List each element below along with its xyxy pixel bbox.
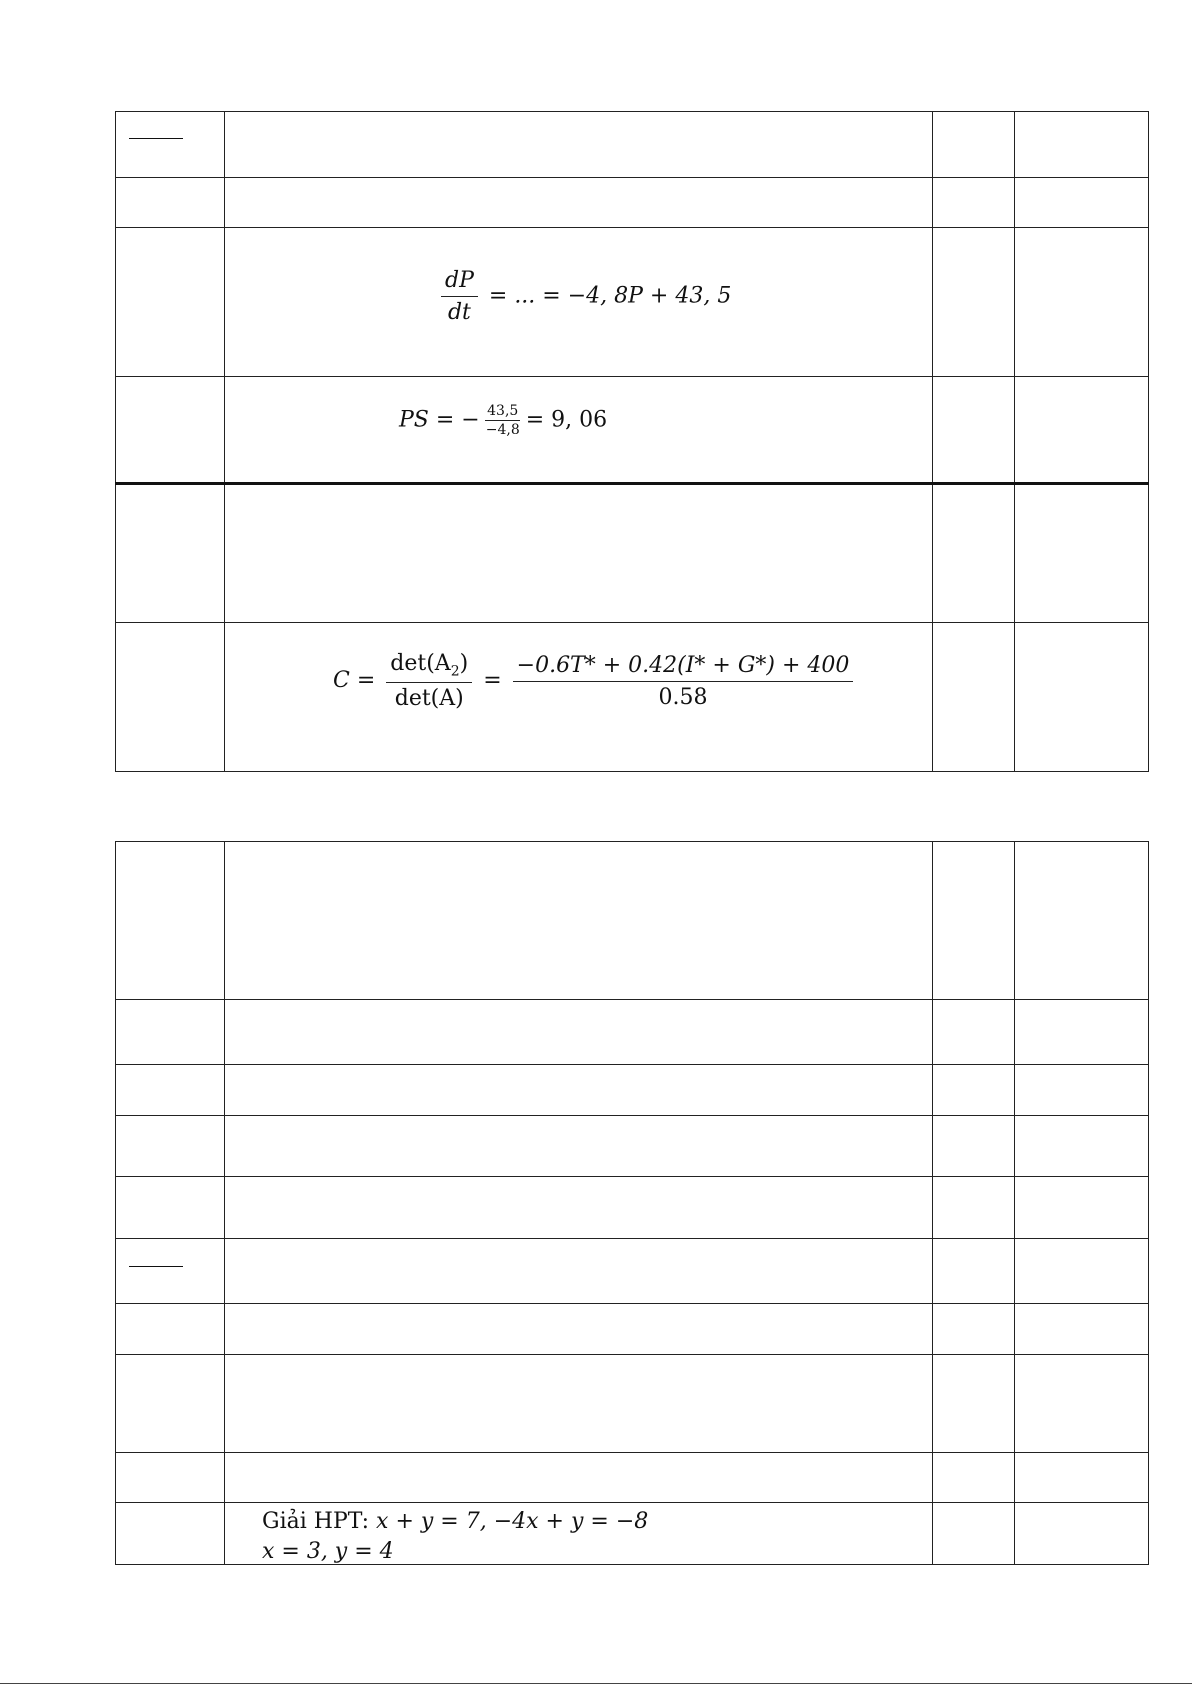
note-cell (1015, 1453, 1149, 1503)
solution-prefix: Giải HPT: (262, 1509, 370, 1534)
page-bottom-rule (0, 1683, 1192, 1684)
table-row (116, 112, 1149, 178)
row-label-cell (116, 842, 225, 1000)
fraction-numerator: 43,5 (487, 403, 519, 419)
det-a2-text: det(A (390, 651, 451, 676)
note-cell (1015, 228, 1149, 377)
paren-close: ) (459, 651, 469, 676)
score-cell (933, 1065, 1015, 1116)
note-cell (1015, 1177, 1149, 1239)
table-row (116, 1503, 1149, 1565)
score-cell (933, 1304, 1015, 1355)
fraction-numerator: −0.6T* + 0.42(I* + G*) + 400 (513, 653, 854, 682)
score-cell (933, 1116, 1015, 1177)
score-cell (933, 1177, 1015, 1239)
content-cell (225, 1304, 933, 1355)
row-label-cell (116, 1000, 225, 1065)
row-label-cell (116, 1453, 225, 1503)
table-row (116, 1116, 1149, 1177)
note-cell (1015, 842, 1149, 1000)
content-cell (225, 1000, 933, 1065)
answer-table-2 (115, 841, 1149, 1565)
table-row (116, 377, 1149, 484)
score-cell (933, 1453, 1015, 1503)
table-row (116, 623, 1149, 772)
note-cell (1015, 377, 1149, 484)
table-row (116, 228, 1149, 377)
fraction-numerator: dP (441, 268, 478, 297)
fraction-denominator: 0.58 (658, 684, 708, 710)
subscript: 2 (450, 663, 460, 680)
fraction-denominator: −4,8 (485, 422, 520, 438)
content-cell (225, 623, 933, 772)
short-rule (129, 1266, 183, 1267)
row-label-cell (116, 484, 225, 623)
short-rule (129, 138, 183, 139)
row-label-cell (116, 377, 225, 484)
note-cell (1015, 1000, 1149, 1065)
note-cell (1015, 623, 1149, 772)
note-cell (1015, 1065, 1149, 1116)
content-cell (225, 178, 933, 228)
table-row (116, 842, 1149, 1000)
fraction-denominator: det(A) (394, 686, 464, 712)
row-label-cell (116, 1116, 225, 1177)
score-cell (933, 1503, 1015, 1565)
row-label-cell (116, 1065, 225, 1116)
row-label-cell (116, 178, 225, 228)
solution-result: x = 3, y = 4 (262, 1539, 394, 1564)
row-label-cell (116, 1177, 225, 1239)
row-label-cell (116, 1239, 225, 1304)
note-cell (1015, 112, 1149, 178)
score-cell (933, 484, 1015, 623)
content-cell (225, 1065, 933, 1116)
row-label-cell (116, 623, 225, 772)
equation-rhs: = ... = −4, 8P + 43, 5 (488, 283, 732, 309)
answer-table-1 (115, 111, 1149, 772)
content-cell (225, 1177, 933, 1239)
content-cell (225, 112, 933, 178)
score-cell (933, 1000, 1015, 1065)
table-row (116, 1453, 1149, 1503)
content-cell (225, 1116, 933, 1177)
content-cell (225, 1453, 933, 1503)
fraction-denominator: dt (447, 300, 471, 325)
table-row (116, 178, 1149, 228)
score-cell (933, 1355, 1015, 1453)
note-cell (1015, 484, 1149, 623)
system-solution (262, 1507, 648, 1567)
content-cell (225, 484, 933, 623)
score-cell (933, 1239, 1015, 1304)
row-label-cell (116, 1304, 225, 1355)
content-cell (225, 1503, 933, 1565)
table-row (116, 484, 1149, 623)
table-row (116, 1355, 1149, 1453)
equation-rhs: = 9, 06 (525, 407, 608, 433)
score-cell (933, 228, 1015, 377)
equilibrium-equation (399, 403, 607, 438)
content-cell (225, 1355, 933, 1453)
row-label-cell (116, 1503, 225, 1565)
consumption-equation: C = $\frac{\det(A_2)}{\det(A)}$ = $\frac{-0.6T* + 0.42(I* + G*) + 400}{0.58}$ (333, 651, 857, 711)
content-cell (225, 377, 933, 484)
score-cell (933, 377, 1015, 484)
score-cell (933, 178, 1015, 228)
row-label-cell (116, 228, 225, 377)
note-cell (1015, 178, 1149, 228)
fraction-numerator (386, 651, 472, 683)
table-row (116, 1065, 1149, 1116)
note-cell (1015, 1304, 1149, 1355)
table-row (116, 1239, 1149, 1304)
differential-equation (437, 268, 731, 325)
score-cell (933, 112, 1015, 178)
score-cell (933, 623, 1015, 772)
content-cell (225, 228, 933, 377)
table-row (116, 1304, 1149, 1355)
note-cell (1015, 1116, 1149, 1177)
equation-lhs: PS = − (399, 407, 480, 433)
table-row (116, 1000, 1149, 1065)
note-cell (1015, 1503, 1149, 1565)
score-cell (933, 842, 1015, 1000)
content-cell (225, 1239, 933, 1304)
solution-system: x + y = 7, −4x + y = −8 (376, 1509, 649, 1534)
table-row (116, 1177, 1149, 1239)
row-label-cell (116, 112, 225, 178)
content-cell (225, 842, 933, 1000)
equation-lhs: C = (333, 668, 376, 694)
note-cell (1015, 1355, 1149, 1453)
note-cell (1015, 1239, 1149, 1304)
solution-line-1 (262, 1507, 648, 1537)
row-label-cell (116, 1355, 225, 1453)
